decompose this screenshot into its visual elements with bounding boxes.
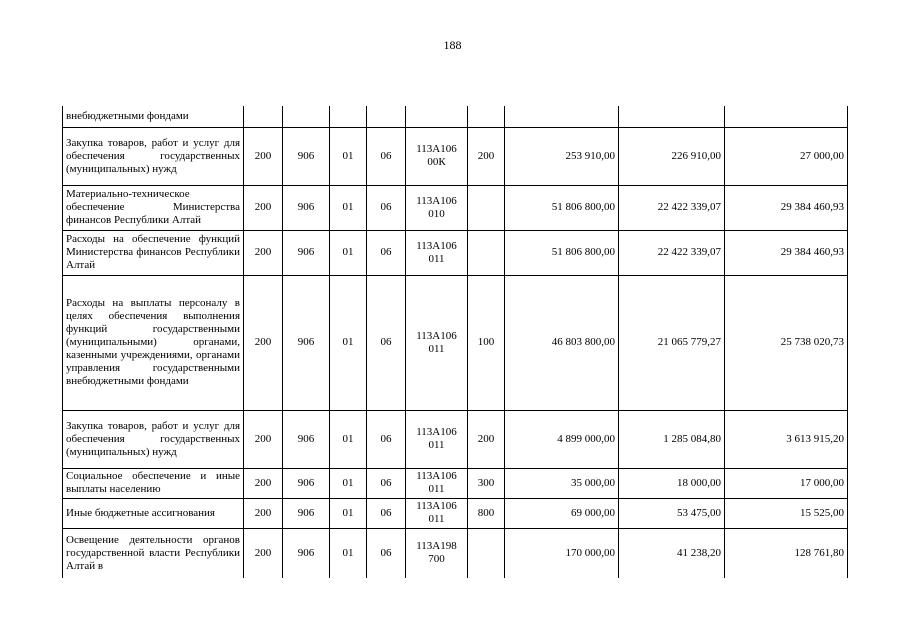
row-expense-type: 300 [468, 468, 505, 498]
row-amount-total: 170 000,00 [505, 528, 619, 578]
row-ministry: 906 [283, 410, 330, 468]
page-number: 188 [443, 38, 462, 52]
row-code: 200 [244, 275, 283, 410]
row-section: 01 [330, 185, 367, 230]
row-ministry: 906 [283, 528, 330, 578]
row-code: 200 [244, 498, 283, 528]
budget-table-body [63, 106, 848, 578]
row-name: Освещение деятельности органов государственной власти Республики Алтай в [63, 528, 244, 578]
row-target-article: 113А106 011 [406, 410, 468, 468]
row-code: 200 [244, 127, 283, 185]
row-amount-executed: 53 475,00 [619, 498, 725, 528]
row-ministry: 906 [283, 230, 330, 275]
row-expense-type [468, 230, 505, 275]
row-ministry: 906 [283, 185, 330, 230]
row-amount-executed: 22 422 339,07 [619, 185, 725, 230]
row-amount-total: 35 000,00 [505, 468, 619, 498]
row-amount-remaining: 3 613 915,20 [725, 410, 848, 468]
row-target-article: 113А106 00К [406, 127, 468, 185]
row-amount-total: 51 806 800,00 [505, 230, 619, 275]
row-ministry: 906 [283, 468, 330, 498]
row-ministry: 906 [283, 127, 330, 185]
row-amount-remaining [725, 106, 848, 127]
row-section: 01 [330, 127, 367, 185]
table-row [63, 468, 848, 498]
row-target-article [406, 106, 468, 127]
row-code: 200 [244, 528, 283, 578]
row-amount-remaining: 17 000,00 [725, 468, 848, 498]
row-amount-total: 253 910,00 [505, 127, 619, 185]
row-amount-executed: 22 422 339,07 [619, 230, 725, 275]
row-amount-remaining: 15 525,00 [725, 498, 848, 528]
row-subsection: 06 [367, 410, 406, 468]
row-target-article: 113А106 011 [406, 498, 468, 528]
table-row [63, 498, 848, 528]
row-name: Закупка товаров, работ и услуг для обеспечения государственных (муниципальных) нужд [63, 410, 244, 468]
row-section: 01 [330, 528, 367, 578]
table-row [63, 528, 848, 578]
row-name: Материально-техническое обеспечение Министерства финансов Республики Алтай [63, 185, 244, 230]
row-section: 01 [330, 468, 367, 498]
row-amount-remaining: 25 738 020,73 [725, 275, 848, 410]
row-subsection: 06 [367, 468, 406, 498]
table-row [63, 275, 848, 410]
row-name: внебюджетными фондами [63, 106, 244, 127]
row-expense-type [468, 528, 505, 578]
row-section [330, 106, 367, 127]
row-amount-executed: 21 065 779,27 [619, 275, 725, 410]
row-amount-total: 4 899 000,00 [505, 410, 619, 468]
row-target-article: 113А106 011 [406, 468, 468, 498]
row-subsection: 06 [367, 528, 406, 578]
row-amount-total: 69 000,00 [505, 498, 619, 528]
row-amount-remaining: 29 384 460,93 [725, 185, 848, 230]
row-subsection: 06 [367, 230, 406, 275]
row-expense-type [468, 185, 505, 230]
row-amount-executed [619, 106, 725, 127]
row-amount-remaining: 29 384 460,93 [725, 230, 848, 275]
row-amount-remaining: 128 761,80 [725, 528, 848, 578]
table-row [63, 106, 848, 127]
row-name: Иные бюджетные ассигнования [63, 498, 244, 528]
row-ministry: 906 [283, 498, 330, 528]
row-section: 01 [330, 275, 367, 410]
row-expense-type: 800 [468, 498, 505, 528]
row-amount-total: 51 806 800,00 [505, 185, 619, 230]
row-code: 200 [244, 185, 283, 230]
row-name: Расходы на выплаты персоналу в целях обеспечения выполнения функций государственными (муниципальными) органами, казенными учреждениями, органами управления государственными внебюджетными фондами [63, 275, 244, 410]
row-ministry [283, 106, 330, 127]
row-amount-total: 46 803 800,00 [505, 275, 619, 410]
row-subsection: 06 [367, 275, 406, 410]
row-expense-type: 200 [468, 127, 505, 185]
row-name: Закупка товаров, работ и услуг для обеспечения государственных (муниципальных) нужд [63, 127, 244, 185]
budget-table [62, 106, 848, 578]
row-target-article: 113А106 011 [406, 230, 468, 275]
row-expense-type: 200 [468, 410, 505, 468]
row-name: Социальное обеспечение и иные выплаты населению [63, 468, 244, 498]
row-name: Расходы на обеспечение функций Министерства финансов Республики Алтай [63, 230, 244, 275]
row-expense-type: 100 [468, 275, 505, 410]
row-subsection: 06 [367, 127, 406, 185]
row-amount-executed: 1 285 084,80 [619, 410, 725, 468]
table-row [63, 127, 848, 185]
row-expense-type [468, 106, 505, 127]
row-section: 01 [330, 498, 367, 528]
row-amount-executed: 18 000,00 [619, 468, 725, 498]
table-row [63, 230, 848, 275]
row-amount-executed: 41 238,20 [619, 528, 725, 578]
row-subsection: 06 [367, 498, 406, 528]
row-code [244, 106, 283, 127]
row-amount-remaining: 27 000,00 [725, 127, 848, 185]
row-subsection: 06 [367, 185, 406, 230]
row-target-article: 113А106 011 [406, 275, 468, 410]
table-row [63, 410, 848, 468]
row-amount-total [505, 106, 619, 127]
row-code: 200 [244, 410, 283, 468]
row-section: 01 [330, 230, 367, 275]
row-code: 200 [244, 230, 283, 275]
row-target-article: 113А198 700 [406, 528, 468, 578]
row-code: 200 [244, 468, 283, 498]
row-amount-executed: 226 910,00 [619, 127, 725, 185]
table-row [63, 185, 848, 230]
row-ministry: 906 [283, 275, 330, 410]
row-section: 01 [330, 410, 367, 468]
row-subsection [367, 106, 406, 127]
row-target-article: 113А106 010 [406, 185, 468, 230]
